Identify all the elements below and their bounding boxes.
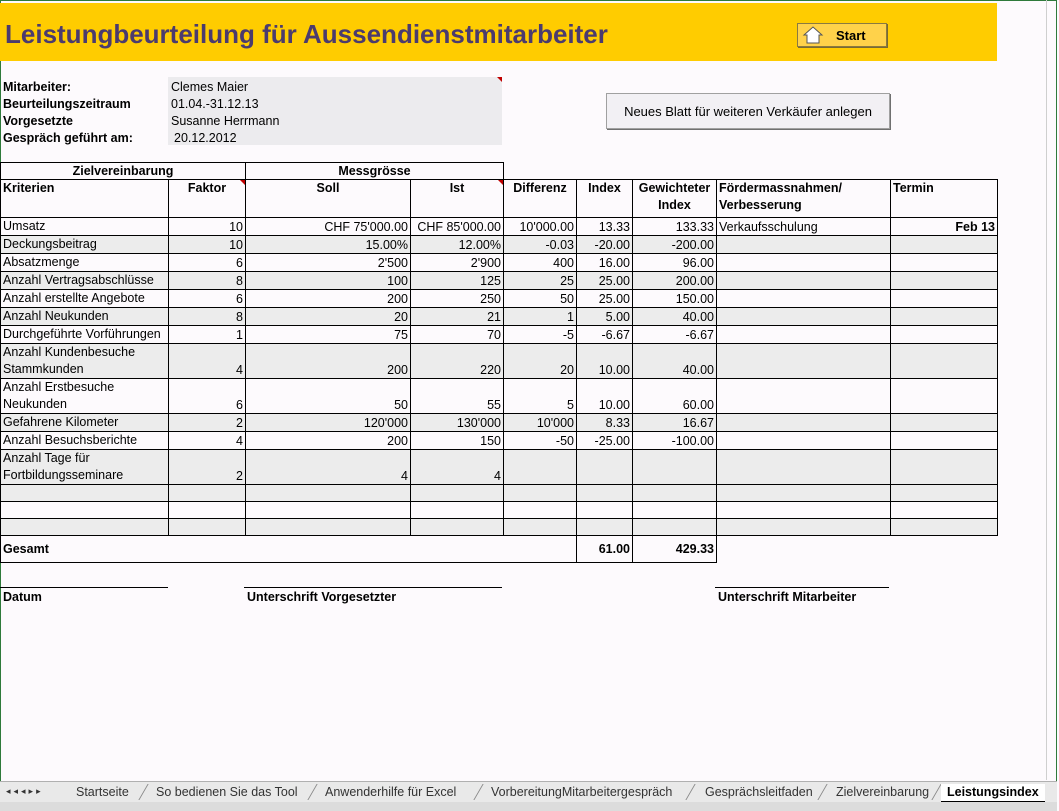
cell-empty[interactable] [577,519,633,536]
cell-soll[interactable]: 120'000 [246,414,411,432]
cell-kriterien[interactable]: Anzahl erstellte Angebote [1,290,169,308]
start-button-label: Start [836,27,866,43]
tab-gespraechsleitfaden[interactable]: Gesprächsleitfaden [705,785,813,799]
cell-faktor[interactable]: 6 [169,254,246,272]
cell-foerdermassnahmen[interactable] [717,450,891,485]
total-row [1,536,998,563]
header-differenz: Differenz [504,180,577,218]
table-row [1,326,998,344]
cell-differenz[interactable]: 1 [504,308,577,326]
group-header-messgroesse: Messgrösse [246,163,504,180]
cell-foerdermassnahmen[interactable] [717,290,891,308]
cell-kriterien[interactable]: Umsatz [1,218,169,236]
cell-faktor[interactable]: 10 [169,218,246,236]
table-row-empty [1,502,998,519]
cell-soll[interactable]: 200 [246,432,411,450]
header-faktor: Faktor [169,180,246,218]
signature-label-vorgesetzter: Unterschrift Vorgesetzter [247,590,397,604]
cell-faktor[interactable]: 2 [169,414,246,432]
comment-marker-icon[interactable] [497,77,502,82]
cell-foerdermassnahmen[interactable] [717,379,891,414]
cell-kriterien[interactable]: Anzahl Neukunden [1,308,169,326]
cell-differenz[interactable]: -5 [504,326,577,344]
table-row [1,432,998,450]
cell-soll[interactable]: 100 [246,272,411,290]
cell-ist[interactable]: 2'900 [411,254,504,272]
table-row [1,450,998,485]
info-label-mitarbeiter: Mitarbeiter: [3,80,72,94]
cell-soll[interactable]: CHF 75'000.00 [246,218,411,236]
cell-ist[interactable]: 4 [411,450,504,485]
header-termin: Termin [891,180,998,218]
cell-index[interactable]: -20.00 [577,236,633,254]
cell-index[interactable]: 10.00 [577,344,633,379]
cell-empty[interactable] [891,519,998,536]
cell-empty[interactable] [891,502,998,519]
cell-empty[interactable] [1,502,169,519]
cell-empty[interactable] [504,485,577,502]
cell-kriterien[interactable]: Anzahl Besuchsberichte [1,432,169,450]
comment-marker-icon[interactable] [498,180,503,185]
cell-ist[interactable]: 125 [411,272,504,290]
cell-empty[interactable] [577,485,633,502]
cell-empty[interactable] [246,485,411,502]
cell-kriterien[interactable]: Anzahl Tage für Fortbildungsseminare [1,450,169,485]
table-row [1,308,998,326]
cell-foerdermassnahmen[interactable] [717,254,891,272]
cell-faktor[interactable]: 6 [169,379,246,414]
cell-gewichteter-index[interactable]: 150.00 [633,290,717,308]
cell-index[interactable] [577,450,633,485]
cell-empty[interactable] [1,519,169,536]
total-gewichteter-index: 429.33 [633,536,717,563]
signature-label-mitarbeiter: Unterschrift Mitarbeiter [718,590,857,604]
cell-empty[interactable] [411,519,504,536]
cell-faktor[interactable]: 6 [169,290,246,308]
cell-gewichteter-index[interactable]: 96.00 [633,254,717,272]
cell-kriterien[interactable]: Deckungsbeitrag [1,236,169,254]
comment-marker-icon[interactable] [240,180,245,185]
info-label-vorgesetzte: Vorgesetzte [3,114,73,128]
cell-empty[interactable] [717,485,891,502]
info-value-gespraech[interactable]: 20.12.2012 [174,131,237,145]
cell-termin[interactable] [891,272,998,290]
cell-soll[interactable]: 200 [246,290,411,308]
tab-so-bedienen[interactable]: So bedienen Sie das Tool [156,785,298,799]
table-row [1,254,998,272]
cell-empty[interactable] [169,519,246,536]
cell-gewichteter-index[interactable] [633,450,717,485]
cell-foerdermassnahmen[interactable] [717,432,891,450]
cell-differenz[interactable]: 25 [504,272,577,290]
cell-termin[interactable] [891,379,998,414]
cell-termin[interactable] [891,290,998,308]
column-header-row [1,180,998,218]
cell-foerdermassnahmen[interactable] [717,308,891,326]
tab-startseite[interactable]: Startseite [76,785,129,799]
cell-foerdermassnahmen[interactable] [717,344,891,379]
cell-index[interactable]: 8.33 [577,414,633,432]
cell-empty[interactable] [717,502,891,519]
cell-empty[interactable] [246,502,411,519]
cell-empty[interactable] [169,485,246,502]
vertical-scrollbar[interactable] [1046,0,1057,780]
header-gewichteter-index: Gewichteter Index [633,180,717,218]
cell-faktor[interactable]: 1 [169,326,246,344]
cell-soll[interactable]: 75 [246,326,411,344]
cell-empty[interactable] [577,502,633,519]
cell-termin[interactable] [891,236,998,254]
cell-gewichteter-index[interactable]: 60.00 [633,379,717,414]
cell-index[interactable]: -25.00 [577,432,633,450]
tab-zielvereinbarung[interactable]: Zielvereinbarung [836,785,930,799]
header-index: Index [577,180,633,218]
cell-soll[interactable]: 4 [246,450,411,485]
table-row [1,218,998,236]
cell-empty[interactable] [891,485,998,502]
cell-differenz[interactable]: 20 [504,344,577,379]
cell-ist[interactable]: 55 [411,379,504,414]
header-ist: Ist [411,180,504,218]
table-row [1,379,998,414]
header-kriterien: Kriterien [1,180,169,218]
header-soll: Soll [246,180,411,218]
cell-ist[interactable]: CHF 85'000.00 [411,218,504,236]
total-index: 61.00 [577,536,633,563]
cell-foerdermassnahmen[interactable] [717,414,891,432]
cell-ist[interactable]: 150 [411,432,504,450]
cell-termin[interactable] [891,450,998,485]
cell-index[interactable]: 25.00 [577,272,633,290]
table-row [1,236,998,254]
assessment-table [0,162,998,563]
cell-empty[interactable] [504,519,577,536]
title-bar [0,3,997,61]
cell-ist[interactable]: 70 [411,326,504,344]
cell-faktor[interactable]: 4 [169,432,246,450]
cell-termin[interactable] [891,308,998,326]
cell-gewichteter-index[interactable]: 16.67 [633,414,717,432]
cell-gewichteter-index[interactable]: 40.00 [633,308,717,326]
info-value-mitarbeiter[interactable]: Clemes Maier [171,80,249,94]
cell-foerdermassnahmen[interactable] [717,272,891,290]
cell-index[interactable]: 13.33 [577,218,633,236]
cell-differenz[interactable]: 400 [504,254,577,272]
cell-empty[interactable] [1,485,169,502]
cell-termin[interactable]: Feb 13 [891,218,998,236]
cell-gewichteter-index[interactable]: -6.67 [633,326,717,344]
cell-empty[interactable] [633,502,717,519]
cell-index[interactable]: 5.00 [577,308,633,326]
tab-anwenderhilfe[interactable]: Anwenderhilfe für Excel [325,785,457,799]
cell-ist[interactable]: 130'000 [411,414,504,432]
group-header-zielvereinbarung: Zielvereinbarung [1,163,246,180]
cell-differenz[interactable]: -0.03 [504,236,577,254]
cell-differenz[interactable]: -50 [504,432,577,450]
cell-soll[interactable]: 50 [246,379,411,414]
new-sheet-button[interactable]: Neues Blatt für weiteren Verkäufer anlegen [606,93,890,129]
cell-empty[interactable] [633,485,717,502]
cell-foerdermassnahmen[interactable]: Verkaufsschulung [717,218,891,236]
total-label: Gesamt [1,536,577,563]
signature-line-datum [0,587,168,588]
cell-ist[interactable]: 220 [411,344,504,379]
signature-line-mitarbeiter [715,587,889,588]
cell-faktor[interactable]: 4 [169,344,246,379]
cell-ist[interactable]: 21 [411,308,504,326]
cell-gewichteter-index[interactable]: 40.00 [633,344,717,379]
status-bar [0,802,1057,811]
cell-gewichteter-index[interactable]: 133.33 [633,218,717,236]
info-label-zeitraum: Beurteilungszeitraum [3,97,131,111]
cell-kriterien[interactable]: Anzahl Erstbesuche Neukunden [1,379,169,414]
cell-empty[interactable] [717,519,891,536]
cell-index[interactable]: 25.00 [577,290,633,308]
table-row-empty [1,519,998,536]
cell-differenz[interactable]: 5 [504,379,577,414]
cell-differenz[interactable]: 10'000 [504,414,577,432]
sheet-tab-bar [0,781,1057,802]
cell-kriterien[interactable]: Durchgeführte Vorführungen [1,326,169,344]
cell-faktor[interactable]: 2 [169,450,246,485]
signature-label-datum: Datum [3,590,42,604]
cell-kriterien[interactable]: Gefahrene Kilometer [1,414,169,432]
cell-ist[interactable]: 12.00% [411,236,504,254]
signature-line-vorgesetzter [244,587,502,588]
cell-kriterien[interactable]: Absatzmenge [1,254,169,272]
cell-empty[interactable] [169,502,246,519]
cell-faktor[interactable]: 8 [169,272,246,290]
group-header-row [1,163,998,180]
cell-termin[interactable] [891,254,998,272]
cell-gewichteter-index[interactable]: -100.00 [633,432,717,450]
sheet-nav-arrows-icon[interactable]: ◂◂◂▸▸ [6,786,44,796]
cell-soll[interactable]: 20 [246,308,411,326]
cell-ist[interactable]: 250 [411,290,504,308]
cell-index[interactable]: 10.00 [577,379,633,414]
table-row [1,272,998,290]
cell-empty[interactable] [246,519,411,536]
table-row-empty [1,485,998,502]
tab-vorbereitung[interactable]: VorbereitungMitarbeitergespräch [491,785,673,799]
tab-leistungsindex[interactable]: Leistungsindex [941,784,1045,803]
table-row [1,290,998,308]
cell-empty[interactable] [504,502,577,519]
cell-faktor[interactable]: 8 [169,308,246,326]
info-label-gespraech: Gespräch geführt am: [3,131,133,145]
cell-differenz[interactable] [504,450,577,485]
cell-differenz[interactable]: 10'000.00 [504,218,577,236]
cell-termin[interactable] [891,326,998,344]
header-foerdermassnahmen: Fördermassnahmen/ Verbesserung [717,180,891,218]
start-button[interactable] [797,23,887,47]
cell-kriterien[interactable]: Anzahl Vertragsabschlüsse [1,272,169,290]
cell-gewichteter-index[interactable]: -200.00 [633,236,717,254]
cell-foerdermassnahmen[interactable] [717,236,891,254]
cell-differenz[interactable]: 50 [504,290,577,308]
cell-termin[interactable] [891,344,998,379]
house-icon [802,25,824,45]
cell-empty[interactable] [633,519,717,536]
info-value-zeitraum[interactable]: 01.04.-31.12.13 [171,97,259,111]
cell-termin[interactable] [891,414,998,432]
cell-faktor[interactable]: 10 [169,236,246,254]
cell-soll[interactable]: 200 [246,344,411,379]
cell-soll[interactable]: 2'500 [246,254,411,272]
info-value-vorgesetzte[interactable]: Susanne Herrmann [171,114,280,128]
page-title: Leistungbeurteilung für Aussendienstmitarbeiter [5,19,608,49]
cell-index[interactable]: 16.00 [577,254,633,272]
cell-soll[interactable]: 15.00% [246,236,411,254]
cell-termin[interactable] [891,432,998,450]
cell-kriterien[interactable]: Anzahl Kundenbesuche Stammkunden [1,344,169,379]
cell-foerdermassnahmen[interactable] [717,326,891,344]
cell-empty[interactable] [411,485,504,502]
cell-empty[interactable] [411,502,504,519]
table-row [1,414,998,432]
cell-index[interactable]: -6.67 [577,326,633,344]
table-row [1,344,998,379]
cell-gewichteter-index[interactable]: 200.00 [633,272,717,290]
